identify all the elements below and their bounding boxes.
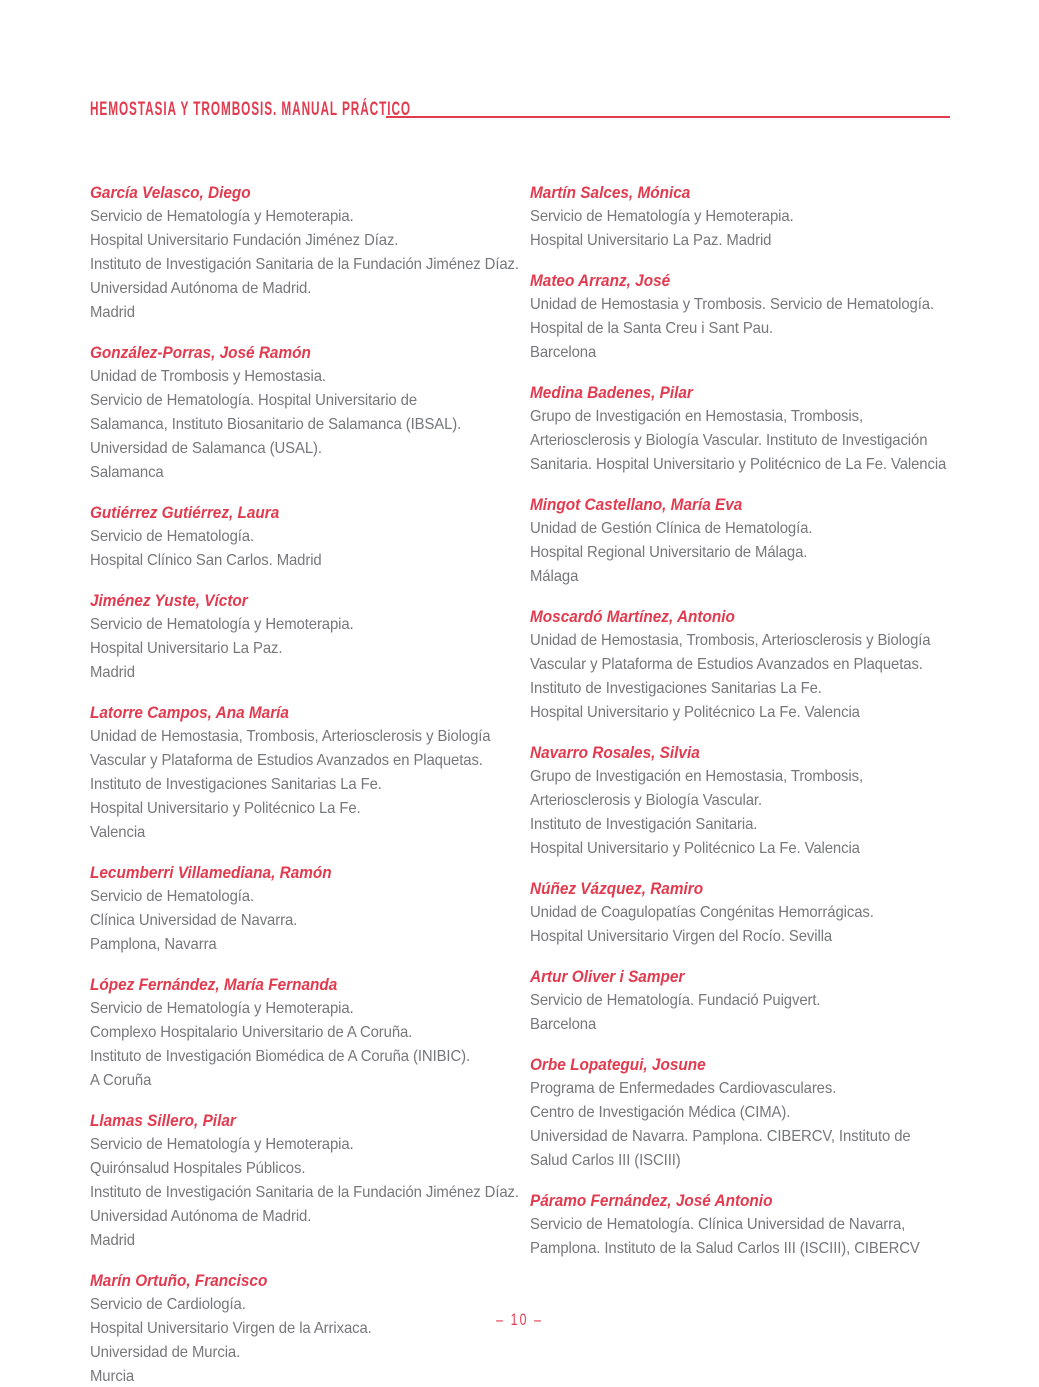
contributor-affiliation-line: Centro de Investigación Médica (CIMA). [530, 1104, 791, 1121]
contributor-affiliation-line: Unidad de Hemostasia, Trombosis, Arteriosclerosis y Biología [90, 728, 491, 745]
contributor-name: Navarro Rosales, Silvia [530, 744, 700, 762]
contributor-affiliation-line: Hospital de la Santa Creu i Sant Pau. [530, 320, 774, 337]
contributor-affiliation-line: Instituto de Investigación Sanitaria. [530, 816, 758, 833]
contributor-affiliation-line: Hospital Universitario Virgen de la Arrixaca. [90, 1320, 372, 1337]
contributor-affiliation-line: Instituto de Investigaciones Sanitarias La Fe. [530, 680, 822, 697]
contributor-name: Medina Badenes, Pilar [530, 384, 693, 402]
contributor-affiliation-line: Murcia [90, 1368, 135, 1385]
contributor-entry [90, 181, 519, 325]
contributor-affiliation-line: Universidad de Navarra. Pamplona. CIBERCV, Instituto de [530, 1128, 911, 1145]
running-header-title: HEMOSTASIA Y TROMBOSIS. MANUAL PRÁCTICO [90, 99, 411, 120]
contributor-affiliation-line: Servicio de Hematología. Hospital Universitario de [90, 392, 418, 409]
contributor-affiliation-line: A Coruña [90, 1072, 152, 1089]
contributor-affiliation-line: Instituto de Investigación Sanitaria de la Fundación Jiménez Díaz. [90, 1184, 519, 1201]
contributor-affiliation-line: Quirónsalud Hospitales Públicos. [90, 1160, 306, 1177]
contributor-affiliation-line: Hospital Clínico San Carlos. Madrid [90, 552, 322, 569]
contributor-entry [530, 605, 931, 725]
contributor-affiliation-line: Unidad de Gestión Clínica de Hematología. [530, 520, 813, 537]
contributor-affiliation-line: Hospital Universitario La Paz. [90, 640, 283, 657]
contributor-affiliation-line: Salamanca, Instituto Biosanitario de Salamanca (IBSAL). [90, 416, 462, 433]
contributor-affiliation-line: Servicio de Hematología y Hemoterapia. [90, 208, 354, 225]
contributor-name: Jiménez Yuste, Víctor [90, 592, 248, 610]
contributor-affiliation-line: Salamanca [90, 464, 164, 481]
contributor-affiliation-line: Hospital Universitario y Politécnico La Fe. Valencia [530, 704, 860, 721]
contributor-affiliation-line: Hospital Universitario Fundación Jiménez Díaz. [90, 232, 399, 249]
contributor-affiliation-line: Clínica Universidad de Navarra. [90, 912, 298, 929]
contributors-list [90, 181, 970, 1387]
contributor-affiliation-line: Hospital Universitario y Politécnico La Fe. [90, 800, 361, 817]
contributor-affiliation-line: Servicio de Hematología. [90, 528, 255, 545]
contributor-name: Orbe Lopategui, Josune [530, 1056, 706, 1074]
contributor-name: Martín Salces, Mónica [530, 184, 691, 202]
contributor-affiliation-line: Pamplona. Instituto de la Salud Carlos III (ISCIII), CIBERCV [530, 1240, 920, 1257]
contributor-name: Núñez Vázquez, Ramiro [530, 880, 704, 898]
contributor-name: Páramo Fernández, José Antonio [530, 1192, 773, 1210]
contributor-affiliation-line: Unidad de Hemostasia y Trombosis. Servicio de Hematología. [530, 296, 934, 313]
contributor-entry [530, 1189, 928, 1261]
contributor-entry [530, 741, 928, 861]
contributor-name: Artur Oliver i Samper [530, 968, 685, 986]
contributor-affiliation-line: Unidad de Coagulopatías Congénitas Hemorrágicas. [530, 904, 874, 921]
contributor-affiliation-line: Barcelona [530, 344, 597, 361]
contributor-affiliation-line: Hospital Universitario La Paz. Madrid [530, 232, 772, 249]
contributor-affiliation-line: Servicio de Hematología. [90, 888, 255, 905]
contributor-entry [530, 1053, 928, 1173]
contributor-affiliation-line: Hospital Regional Universitario de Málaga. [530, 544, 808, 561]
contributor-entry [90, 701, 491, 845]
contributor-affiliation-line: Universidad Autónoma de Madrid. [90, 280, 312, 297]
contributor-affiliation-line: Programa de Enfermedades Cardiovasculares. [530, 1080, 837, 1097]
header-rule [386, 116, 950, 118]
contributor-affiliation-line: Vascular y Plataforma de Estudios Avanzados en Plaquetas. [90, 752, 483, 769]
contributor-name: Latorre Campos, Ana María [90, 704, 289, 722]
contributor-affiliation-line: Complexo Hospitalario Universitario de A Coruña. [90, 1024, 413, 1041]
contributor-entry [530, 381, 947, 477]
contributor-entry [90, 501, 488, 573]
contributor-affiliation-line: Servicio de Hematología y Hemoterapia. [90, 1136, 354, 1153]
contributor-affiliation-line: Servicio de Hematología y Hemoterapia. [90, 616, 354, 633]
contributor-affiliation-line: Servicio de Cardiología. [90, 1296, 246, 1313]
contributor-affiliation-line: Instituto de Investigación Sanitaria de la Fundación Jiménez Díaz. [90, 256, 519, 273]
contributor-affiliation-line: Servicio de Hematología y Hemoterapia. [90, 1000, 354, 1017]
contributor-name: Llamas Sillero, Pilar [90, 1112, 236, 1130]
contributor-name: Marín Ortuño, Francisco [90, 1272, 268, 1290]
contributor-affiliation-line: Madrid [90, 304, 135, 321]
contributor-affiliation-line: Servicio de Hematología. Fundació Puigvert. [530, 992, 821, 1009]
contributor-name: García Velasco, Diego [90, 184, 251, 202]
contributor-affiliation-line: Madrid [90, 664, 135, 681]
page-footer [0, 1310, 1039, 1330]
contributor-entry [530, 965, 928, 1037]
contributor-affiliation-line: Universidad de Salamanca (USAL). [90, 440, 322, 457]
contributor-affiliation-line: Grupo de Investigación en Hemostasia, Trombosis, [530, 768, 863, 785]
contributor-entry [530, 269, 934, 365]
contributor-affiliation-line: Málaga [530, 568, 579, 585]
contributor-name: Gutiérrez Gutiérrez, Laura [90, 504, 280, 522]
contributor-affiliation-line: Arteriosclerosis y Biología Vascular. [530, 792, 762, 809]
contributor-affiliation-line: Unidad de Hemostasia, Trombosis, Arteriosclerosis y Biología [530, 632, 931, 649]
contributor-entry [90, 861, 488, 957]
contributor-affiliation-line: Grupo de Investigación en Hemostasia, Trombosis, [530, 408, 863, 425]
contributor-affiliation-line: Instituto de Investigación Biomédica de A Coruña (INIBIC). [90, 1048, 471, 1065]
contributor-entry [90, 973, 488, 1093]
contributor-affiliation-line: Hospital Universitario Virgen del Rocío. Sevilla [530, 928, 833, 945]
contributor-affiliation-line: Universidad Autónoma de Madrid. [90, 1208, 312, 1225]
contributor-affiliation-line: Arteriosclerosis y Biología Vascular. Instituto de Investigación [530, 432, 928, 449]
contributors-column-right [530, 181, 947, 1277]
contributor-name: Lecumberri Villamediana, Ramón [90, 864, 332, 882]
contributor-affiliation-line: Salud Carlos III (ISCIII) [530, 1152, 681, 1169]
contributor-affiliation-line: Vascular y Plataforma de Estudios Avanzados en Plaquetas. [530, 656, 923, 673]
contributor-entry [90, 341, 488, 485]
contributor-name: Mingot Castellano, María Eva [530, 496, 743, 514]
contributor-name: López Fernández, María Fernanda [90, 976, 338, 994]
contributor-name: Mateo Arranz, José [530, 272, 671, 290]
contributor-affiliation-line: Unidad de Trombosis y Hemostasia. [90, 368, 326, 385]
contributor-affiliation-line: Sanitaria. Hospital Universitario y Politécnico de La Fe. Valencia [530, 456, 947, 473]
contributor-affiliation-line: Universidad de Murcia. [90, 1344, 241, 1361]
contributor-affiliation-line: Servicio de Hematología. Clínica Universidad de Navarra, [530, 1216, 906, 1233]
contributor-entry [530, 877, 928, 949]
contributor-entry [530, 181, 928, 253]
contributor-affiliation-line: Madrid [90, 1232, 135, 1249]
contributor-affiliation-line: Servicio de Hematología y Hemoterapia. [530, 208, 794, 225]
contributor-entry [90, 589, 488, 685]
contributor-affiliation-line: Instituto de Investigaciones Sanitarias La Fe. [90, 776, 382, 793]
page-number: – 10 – [495, 1310, 543, 1329]
contributor-affiliation-line: Pamplona, Navarra [90, 936, 217, 953]
contributor-name: Moscardó Martínez, Antonio [530, 608, 735, 626]
contributor-affiliation-line: Valencia [90, 824, 146, 841]
contributor-entry [90, 1109, 519, 1253]
contributor-affiliation-line: Barcelona [530, 1016, 597, 1033]
contributor-entry [530, 493, 928, 589]
contributor-name: González-Porras, José Ramón [90, 344, 311, 362]
contributor-affiliation-line: Hospital Universitario y Politécnico La Fe. Valencia [530, 840, 860, 857]
